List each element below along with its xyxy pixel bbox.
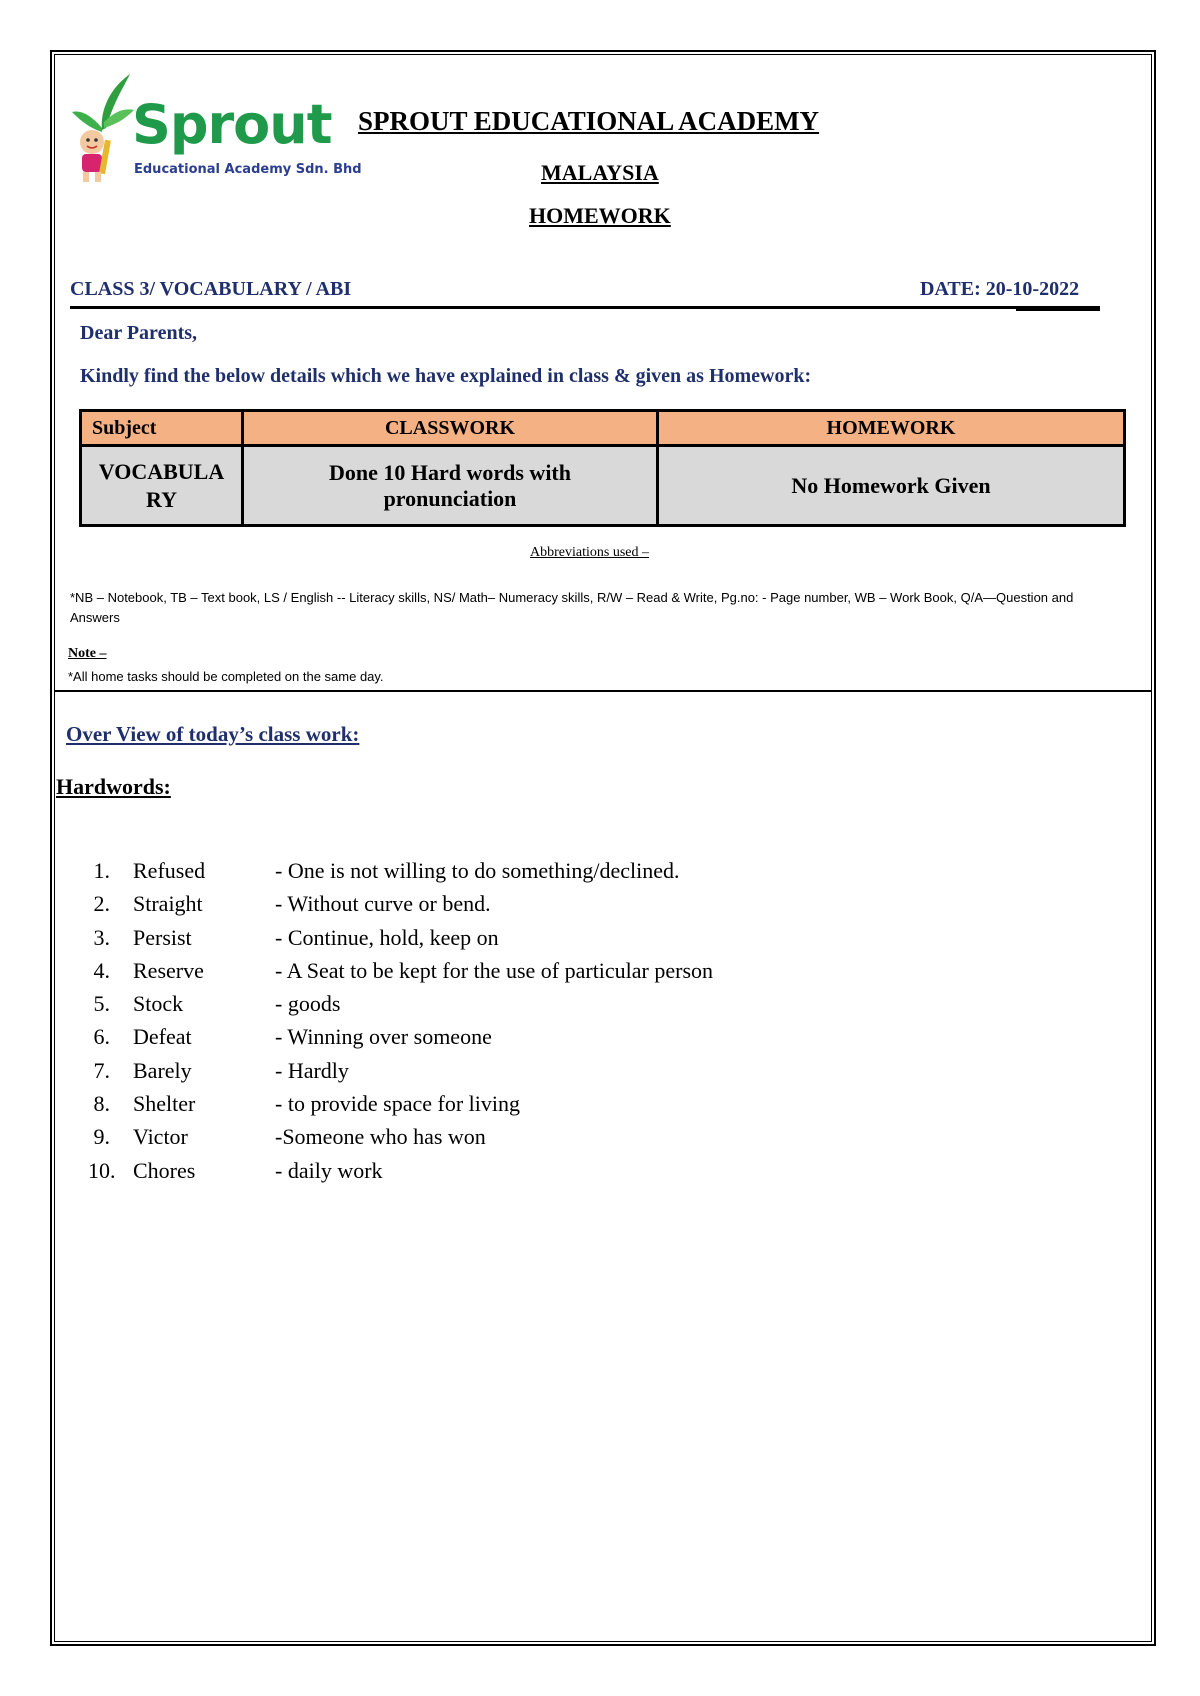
date-underline	[1016, 309, 1100, 311]
class-line: CLASS 3/ VOCABULARY / ABI	[70, 278, 352, 300]
item-number: 1.	[93, 858, 110, 883]
cell-subject	[81, 446, 243, 526]
item-meaning: - One is not willing to do something/declined.	[275, 858, 680, 883]
greeting: Dear Parents,	[80, 322, 198, 344]
item-number: 5.	[93, 991, 110, 1017]
homework-table	[79, 409, 1126, 527]
cell-subject-line2: RY	[145, 486, 177, 512]
item-meaning: - daily work	[275, 1157, 383, 1183]
item-number: 9.	[93, 1124, 110, 1150]
item-word: Shelter	[133, 1091, 196, 1117]
item-meaning: - Hardly	[275, 1057, 349, 1083]
item-word: Refused	[133, 858, 206, 883]
logo-subtitle: Educational Academy Sdn. Bhd	[134, 162, 362, 177]
item-word: Defeat	[133, 1024, 192, 1050]
item-number: 6.	[93, 1024, 110, 1050]
document-type-heading: HOMEWORK	[529, 203, 671, 228]
item-word: Chores	[133, 1157, 196, 1183]
item-word: Stock	[133, 991, 184, 1017]
sprout-logo	[72, 70, 362, 185]
item-word: Victor	[133, 1124, 188, 1150]
table-row	[81, 446, 1125, 526]
cell-subject-line1: VOCABULA	[98, 459, 225, 484]
item-meaning: - A Seat to be kept for the use of particular person	[275, 957, 714, 983]
note-title: Note –	[68, 646, 107, 661]
date-line: DATE: 20-10-2022	[920, 278, 1080, 300]
item-number: 7.	[93, 1057, 110, 1083]
school-title: SPROUT EDUCATIONAL ACADEMY	[358, 106, 820, 136]
item-number: 10.	[88, 1157, 116, 1183]
item-word: Barely	[133, 1057, 192, 1083]
header-divider	[70, 306, 1100, 309]
item-word: Straight	[133, 891, 203, 917]
abbreviations-text: *NB – Notebook, TB – Text book, LS / English -- Literacy skills, NS/ Math– Numeracy skills, R/W – Read & Write, Pg.no: - Page number, WB – Work Book, Q/A—Question and Answers	[70, 590, 1074, 625]
overview-title: Over View of today’s class work:	[66, 722, 360, 746]
item-meaning: - Winning over someone	[275, 1024, 492, 1050]
cell-classwork	[243, 446, 658, 526]
header-classwork: CLASSWORK	[243, 411, 658, 446]
note-text: *All home tasks should be completed on the same day.	[68, 669, 384, 684]
hardwords-heading: Hardwords:	[56, 774, 171, 799]
logo-wordmark: Sprout	[132, 93, 332, 156]
item-meaning: -Someone who has won	[275, 1124, 486, 1150]
abbreviations-title: Abbreviations used –	[530, 545, 649, 560]
header-subject: Subject	[81, 411, 243, 446]
item-number: 8.	[93, 1091, 110, 1117]
item-word: Reserve	[133, 957, 204, 983]
table-header-row	[81, 411, 1125, 446]
country-heading: MALAYSIA	[541, 160, 659, 185]
item-word: Persist	[133, 924, 192, 950]
item-number: 4.	[93, 957, 110, 983]
item-meaning: - Continue, hold, keep on	[275, 924, 499, 950]
header-homework: HOMEWORK	[658, 411, 1125, 446]
cell-classwork-line2: pronunciation	[383, 485, 517, 511]
item-meaning: - goods	[275, 991, 341, 1017]
item-meaning: - to provide space for living	[275, 1091, 520, 1117]
section-divider	[55, 690, 1151, 692]
cell-classwork-line1: Done 10 Hard words with	[328, 459, 571, 485]
intro-message: Kindly find the below details which we have explained in class & given as Homework:	[80, 365, 812, 387]
item-number: 2.	[93, 891, 110, 917]
item-meaning: - Without curve or bend.	[275, 891, 491, 917]
sprout-mascot-icon	[72, 70, 134, 185]
item-number: 3.	[93, 924, 110, 950]
cell-homework: No Homework Given	[658, 446, 1125, 526]
